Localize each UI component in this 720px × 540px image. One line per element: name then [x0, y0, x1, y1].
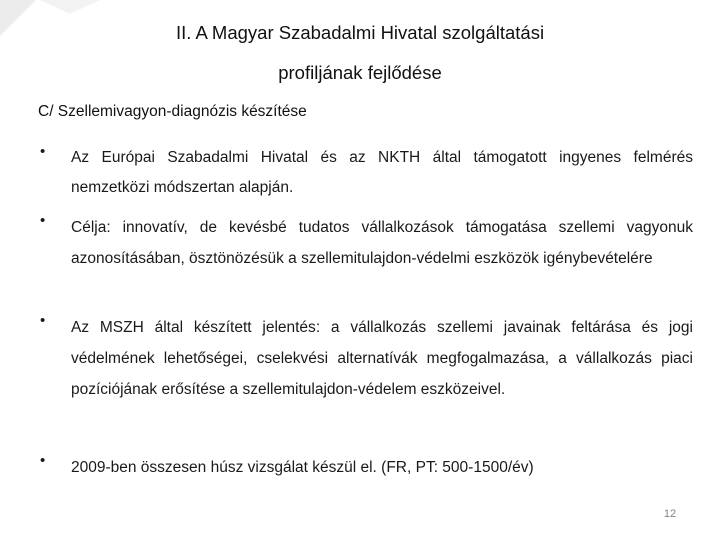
slide-title-line-2: profiljának fejlődése: [278, 62, 442, 83]
text-segment: piaci pozíciójának erősítése: [71, 350, 693, 398]
section-subtitle: C/ Szellemivagyon-diagnózis készítése: [38, 103, 307, 120]
bullet-text: [71, 212, 693, 274]
text-segment: ingyenes felmérés: [559, 149, 693, 166]
text-segment: nemzetközi módszertan alapján.: [71, 179, 294, 196]
text-segment: szellemi vagyonuk azonosításában, ösztönözésük a szellemitulajdon-védelmi eszközök igénybevételére: [71, 219, 693, 267]
page-number: 12: [663, 508, 677, 520]
bullet-text: [71, 143, 693, 203]
text-segment: 2009-ben összesen húsz vizsgálat készül el. (FR, PT: 500-1500/év): [71, 459, 534, 476]
text-segment: Az Európai Szabadalmi Hivatal és az NKTH által támogatott: [71, 149, 560, 166]
text-segment: a szellemitulajdon-védelem eszközeivel.: [225, 381, 506, 398]
text-segment: jelentés: [262, 319, 316, 336]
bullet-icon: •: [40, 312, 46, 329]
corner-decoration-secondary: [40, 0, 100, 14]
text-segment: Célja:: [71, 219, 123, 236]
bullet-text: [71, 312, 693, 405]
bullet-item-3: [40, 312, 695, 405]
bullet-item-4: [40, 452, 695, 483]
text-segment: megfogalmazása, a vállalkozás: [417, 350, 662, 367]
text-segment: Az MSZH által készített: [71, 319, 263, 336]
text-segment: lehetőségei, cselekvési alternatívák: [163, 350, 418, 367]
bullet-icon: •: [40, 143, 46, 160]
bullet-text: [71, 452, 693, 483]
text-segment: innovatív, de kevésbé tudatos vállalkozások támogatása: [122, 219, 547, 236]
slide-title-line-1: II. A Magyar Szabadalmi Hivatal szolgáltatási: [175, 22, 545, 43]
bullet-item-1: [40, 143, 695, 203]
bullet-item-2: [40, 212, 695, 274]
bullet-icon: •: [40, 452, 46, 469]
bullet-icon: •: [40, 212, 46, 229]
text-segment: : a vállalkozás szellemi javainak feltárása és jogi védelmének: [71, 319, 693, 367]
